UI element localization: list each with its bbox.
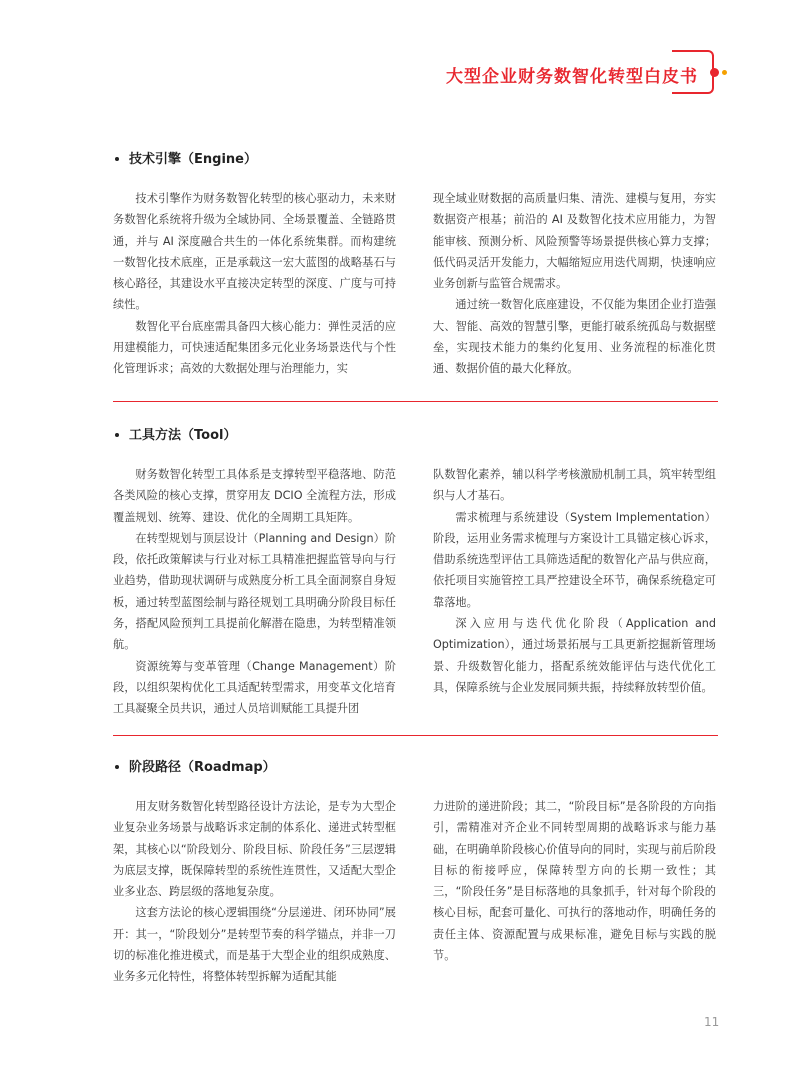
bullet-icon <box>115 433 119 437</box>
paragraph: 深入应用与迭代优化阶段（Application and Optimization），通过场景拓展与工具更新挖掘新管理场景、升级数智化能力，搭配系统效能评估与迭代优化工具，保障系统与企业发展同频共振，持续释放转型价值。 <box>433 617 716 694</box>
paragraph: 在转型规划与顶层设计（Planning and Design）阶段，依托政策解读与行业对标工具精准把握监管导向与行业趋势，借助现状调研与成熟度分析工具全面洞察自身短板，通过转型蓝图绘制与路径规划工具明确分阶段目标任务，搭配风险预判工具提前化解潜在隐患，为转型精准领航。 <box>113 531 396 652</box>
paragraph-continued: 队数智化素养，辅以科学考核激励机制工具，筑牢转型组织与人才基石。 <box>433 468 716 503</box>
section-title <box>113 148 257 167</box>
section-title-text: 阶段路径（Roadmap） <box>129 760 276 775</box>
paragraph: 需求梳理与系统建设（System Implementation）阶段，运用业务需求梳理与方案设计工具锚定核心诉求，借助系统选型评估工具筛选适配的数智化产品与供应商，依托项目实施管控工具严控建设全环节，确保系统稳定可靠落地。 <box>433 510 716 609</box>
header-orange-dot-icon <box>722 70 727 75</box>
section-divider <box>113 401 718 402</box>
section-title <box>113 756 276 775</box>
section-title <box>113 424 236 443</box>
header-bracket-decoration <box>680 50 714 94</box>
bullet-icon <box>115 157 119 161</box>
section-title-text: 工具方法（Tool） <box>129 428 237 443</box>
left-column <box>113 796 396 988</box>
paragraph: 用友财务数智化转型路径设计方法论，是专为大型企业复杂业务场景与战略诉求定制的体系化、递进式转型框架，其核心以“阶段划分、阶段目标、阶段任务”三层逻辑为底层支撑，既保障转型的系统性连贯性，又适配大型企业多业态、跨层级的落地复杂度。 <box>113 800 396 899</box>
right-column <box>433 188 716 380</box>
paragraph: 数智化平台底座需具备四大核心能力：弹性灵活的应用建模能力，可快速适配集团多元化业务场景迭代与个性化管理诉求；高效的大数据处理与治理能力，实 <box>113 319 396 376</box>
paragraph: 通过统一数智化底座建设，不仅能为集团企业打造强大、智能、高效的智慧引擎，更能打破系统孤岛与数据壁垒，实现技术能力的集约化复用、业务流程的标准化贯通、数据价值的最大化释放。 <box>433 298 716 376</box>
header-red-dot-icon <box>710 68 719 77</box>
section-divider <box>113 735 718 736</box>
left-column <box>113 188 396 380</box>
paragraph: 资源统筹与变革管理（Change Management）阶段，以组织架构优化工具适配转型需求，用变革文化培育工具凝聚全员共识，通过人员培训赋能工具提升团 <box>113 659 396 716</box>
paragraph-continued: 现全域业财数据的高质量归集、清洗、建模与复用，夯实数据资产根基；前沿的 AI 及数智化技术应用能力，为智能审核、预测分析、风险预警等场景提供核心算力支撑；低代码灵活开发能力，大幅缩短应用迭代周期，快速响应业务创新与监管合规需求。 <box>433 192 716 291</box>
page-number: 11 <box>704 1015 720 1029</box>
document-header-title: 大型企业财务数智化转型白皮书 <box>446 67 698 87</box>
section-title-text: 技术引擎（Engine） <box>129 152 257 167</box>
left-column <box>113 464 396 720</box>
paragraph: 技术引擎作为财务数智化转型的核心驱动力，未来财务数智化系统将升级为全域协同、全场景覆盖、全链路贯通，并与 AI 深度融合共生的一体化系统集群。而构建统一数智化技术底座，正是承载这一宏大蓝图的战略基石与核心路径，其建设水平直接决定转型的深度、广度与可持续性。 <box>113 192 396 312</box>
header-bracket-top-line <box>672 50 682 52</box>
right-column <box>433 464 716 698</box>
right-column <box>433 796 716 966</box>
bullet-icon <box>115 765 119 769</box>
paragraph: 这套方法论的核心逻辑围绕“分层递进、闭环协同”展开：其一，“阶段划分”是转型节奏的科学锚点，并非一刀切的标准化推进模式，而是基于大型企业的组织成熟度、业务多元化特性，将整体转型拆解为适配其能 <box>113 906 396 984</box>
header-bracket-bottom-line <box>672 92 682 94</box>
paragraph: 财务数智化转型工具体系是支撑转型平稳落地、防范各类风险的核心支撑，贯穿用友 DCIO 全流程方法，形成覆盖规划、统筹、建设、优化的全周期工具矩阵。 <box>113 468 396 524</box>
paragraph-continued: 力进阶的递进阶段；其二，“阶段目标”是各阶段的方向指引，需精准对齐企业不同转型周期的战略诉求与能力基础，在明确单阶段核心价值导向的同时，实现与前后阶段目标的衔接呼应，保障转型方向的长期一致性；其三，“阶段任务”是目标落地的具象抓手，针对每个阶段的核心目标，配套可量化、可执行的落地动作，明确任务的责任主体、资源配置与成果标准，避免目标与实践的脱节。 <box>433 800 716 963</box>
